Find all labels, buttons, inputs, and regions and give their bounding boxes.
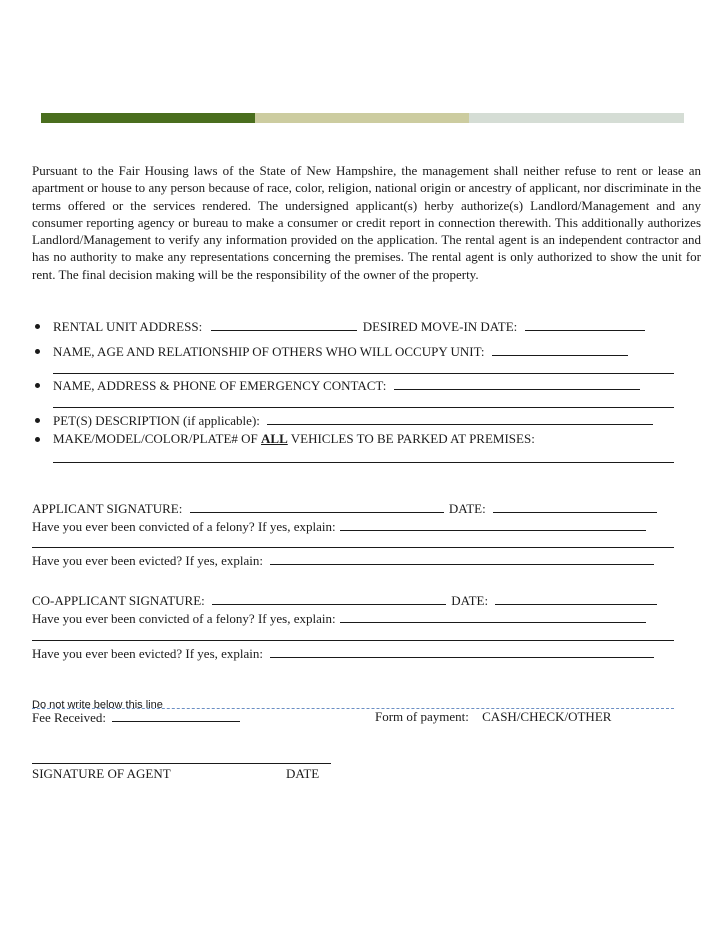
- vehicles-row: [53, 431, 535, 447]
- applicant-signature-label: APPLICANT SIGNATURE:: [32, 501, 183, 516]
- bullet-vehicles: [35, 437, 40, 442]
- agent-date-label: DATE: [286, 766, 320, 781]
- bullet-emergency: [35, 383, 40, 388]
- header-bar-khaki: [255, 113, 469, 123]
- header-bar-light-gray: [469, 113, 684, 123]
- occupants-label: NAME, AGE AND RELATIONSHIP OF OTHERS WHO WILL OCCUPY UNIT:: [53, 344, 485, 359]
- emergency-row: [53, 377, 640, 394]
- co-applicant-evicted-row: [32, 645, 654, 662]
- applicant-felony-label: Have you ever been convicted of a felony? If yes, explain:: [32, 519, 336, 534]
- move-in-input[interactable]: [525, 318, 645, 331]
- vehicles-label-start: MAKE/MODEL/COLOR/PLATE# OF: [53, 431, 258, 446]
- payment-label: Form of payment:: [375, 709, 469, 724]
- fee-input[interactable]: [112, 709, 240, 722]
- rental-address-input[interactable]: [211, 318, 357, 331]
- co-applicant-evicted-input[interactable]: [270, 645, 654, 658]
- co-applicant-signature-row: [32, 592, 657, 609]
- agent-signature-line[interactable]: [32, 763, 331, 764]
- fee-row: [32, 709, 240, 726]
- payment-options: CASH/CHECK/OTHER: [482, 709, 612, 724]
- emergency-extra-line[interactable]: [53, 407, 674, 408]
- co-applicant-date-label: DATE:: [451, 593, 489, 608]
- emergency-label: NAME, ADDRESS & PHONE OF EMERGENCY CONTACT:: [53, 378, 387, 393]
- applicant-felony-extra-line[interactable]: [32, 547, 674, 548]
- co-applicant-felony-extra-line[interactable]: [32, 640, 674, 641]
- applicant-date-label: DATE:: [448, 501, 486, 516]
- applicant-evicted-label: Have you ever been evicted? If yes, explain:: [32, 553, 264, 568]
- co-applicant-signature-input[interactable]: [212, 592, 446, 605]
- applicant-felony-row: [32, 518, 646, 535]
- co-applicant-felony-row: [32, 610, 646, 627]
- vehicles-label-all: ALL: [261, 431, 288, 446]
- rental-address-row: [53, 318, 645, 335]
- office-use-notice: Do not write below this line: [32, 699, 163, 711]
- co-applicant-date-input[interactable]: [495, 592, 657, 605]
- vehicles-input-line[interactable]: [53, 462, 674, 463]
- applicant-date-input[interactable]: [493, 500, 657, 513]
- occupants-extra-line[interactable]: [53, 373, 674, 374]
- applicant-signature-input[interactable]: [190, 500, 444, 513]
- occupants-input[interactable]: [492, 343, 628, 356]
- fee-label: Fee Received:: [32, 710, 106, 725]
- pets-input[interactable]: [267, 412, 653, 425]
- occupants-row: [53, 343, 628, 360]
- bullet-rental-address: [35, 324, 40, 329]
- payment-row: [375, 709, 611, 725]
- co-applicant-felony-label: Have you ever been convicted of a felony? If yes, explain:: [32, 611, 336, 626]
- co-applicant-signature-label: CO-APPLICANT SIGNATURE:: [32, 593, 205, 608]
- header-bar-dark-green: [41, 113, 255, 123]
- applicant-felony-input[interactable]: [340, 518, 646, 531]
- co-applicant-felony-input[interactable]: [340, 610, 646, 623]
- fair-housing-paragraph: Pursuant to the Fair Housing laws of the State of New Hampshire, the management shall neither refuse to rent or lease an apartment or house to any person because of race, color, religion, national origin or ancestry of applicant, nor discriminate in the terms offered or the services rendered. The undersigned applicant(s) herby authorize(s) Landlord/Management and any consumer reporting agency or bureau to make a consumer or credit report in connection therewith. This additionally authorizes Landlord/Management to verify any information provided on the application. The rental agent is an independent contractor and has no authority to make any representations concerning the premises. The rental agent is only authorized to show the unit for rent. The final decision making will be the responsibility of the owner of the property.: [32, 163, 701, 282]
- pets-label: PET(S) DESCRIPTION (if applicable):: [53, 413, 260, 428]
- applicant-evicted-row: [32, 552, 654, 569]
- co-applicant-evicted-label: Have you ever been evicted? If yes, explain:: [32, 646, 264, 661]
- move-in-label: DESIRED MOVE-IN DATE:: [362, 319, 518, 334]
- applicant-signature-row: [32, 500, 657, 517]
- rental-address-label: RENTAL UNIT ADDRESS:: [53, 319, 203, 334]
- emergency-input[interactable]: [394, 377, 640, 390]
- pets-row: [53, 412, 653, 429]
- bullet-occupants: [35, 349, 40, 354]
- bullet-pets: [35, 418, 40, 423]
- applicant-evicted-input[interactable]: [270, 552, 654, 565]
- vehicles-label-end: VEHICLES TO BE PARKED AT PREMISES:: [290, 431, 535, 446]
- agent-signature-label: SIGNATURE OF AGENT: [32, 766, 171, 781]
